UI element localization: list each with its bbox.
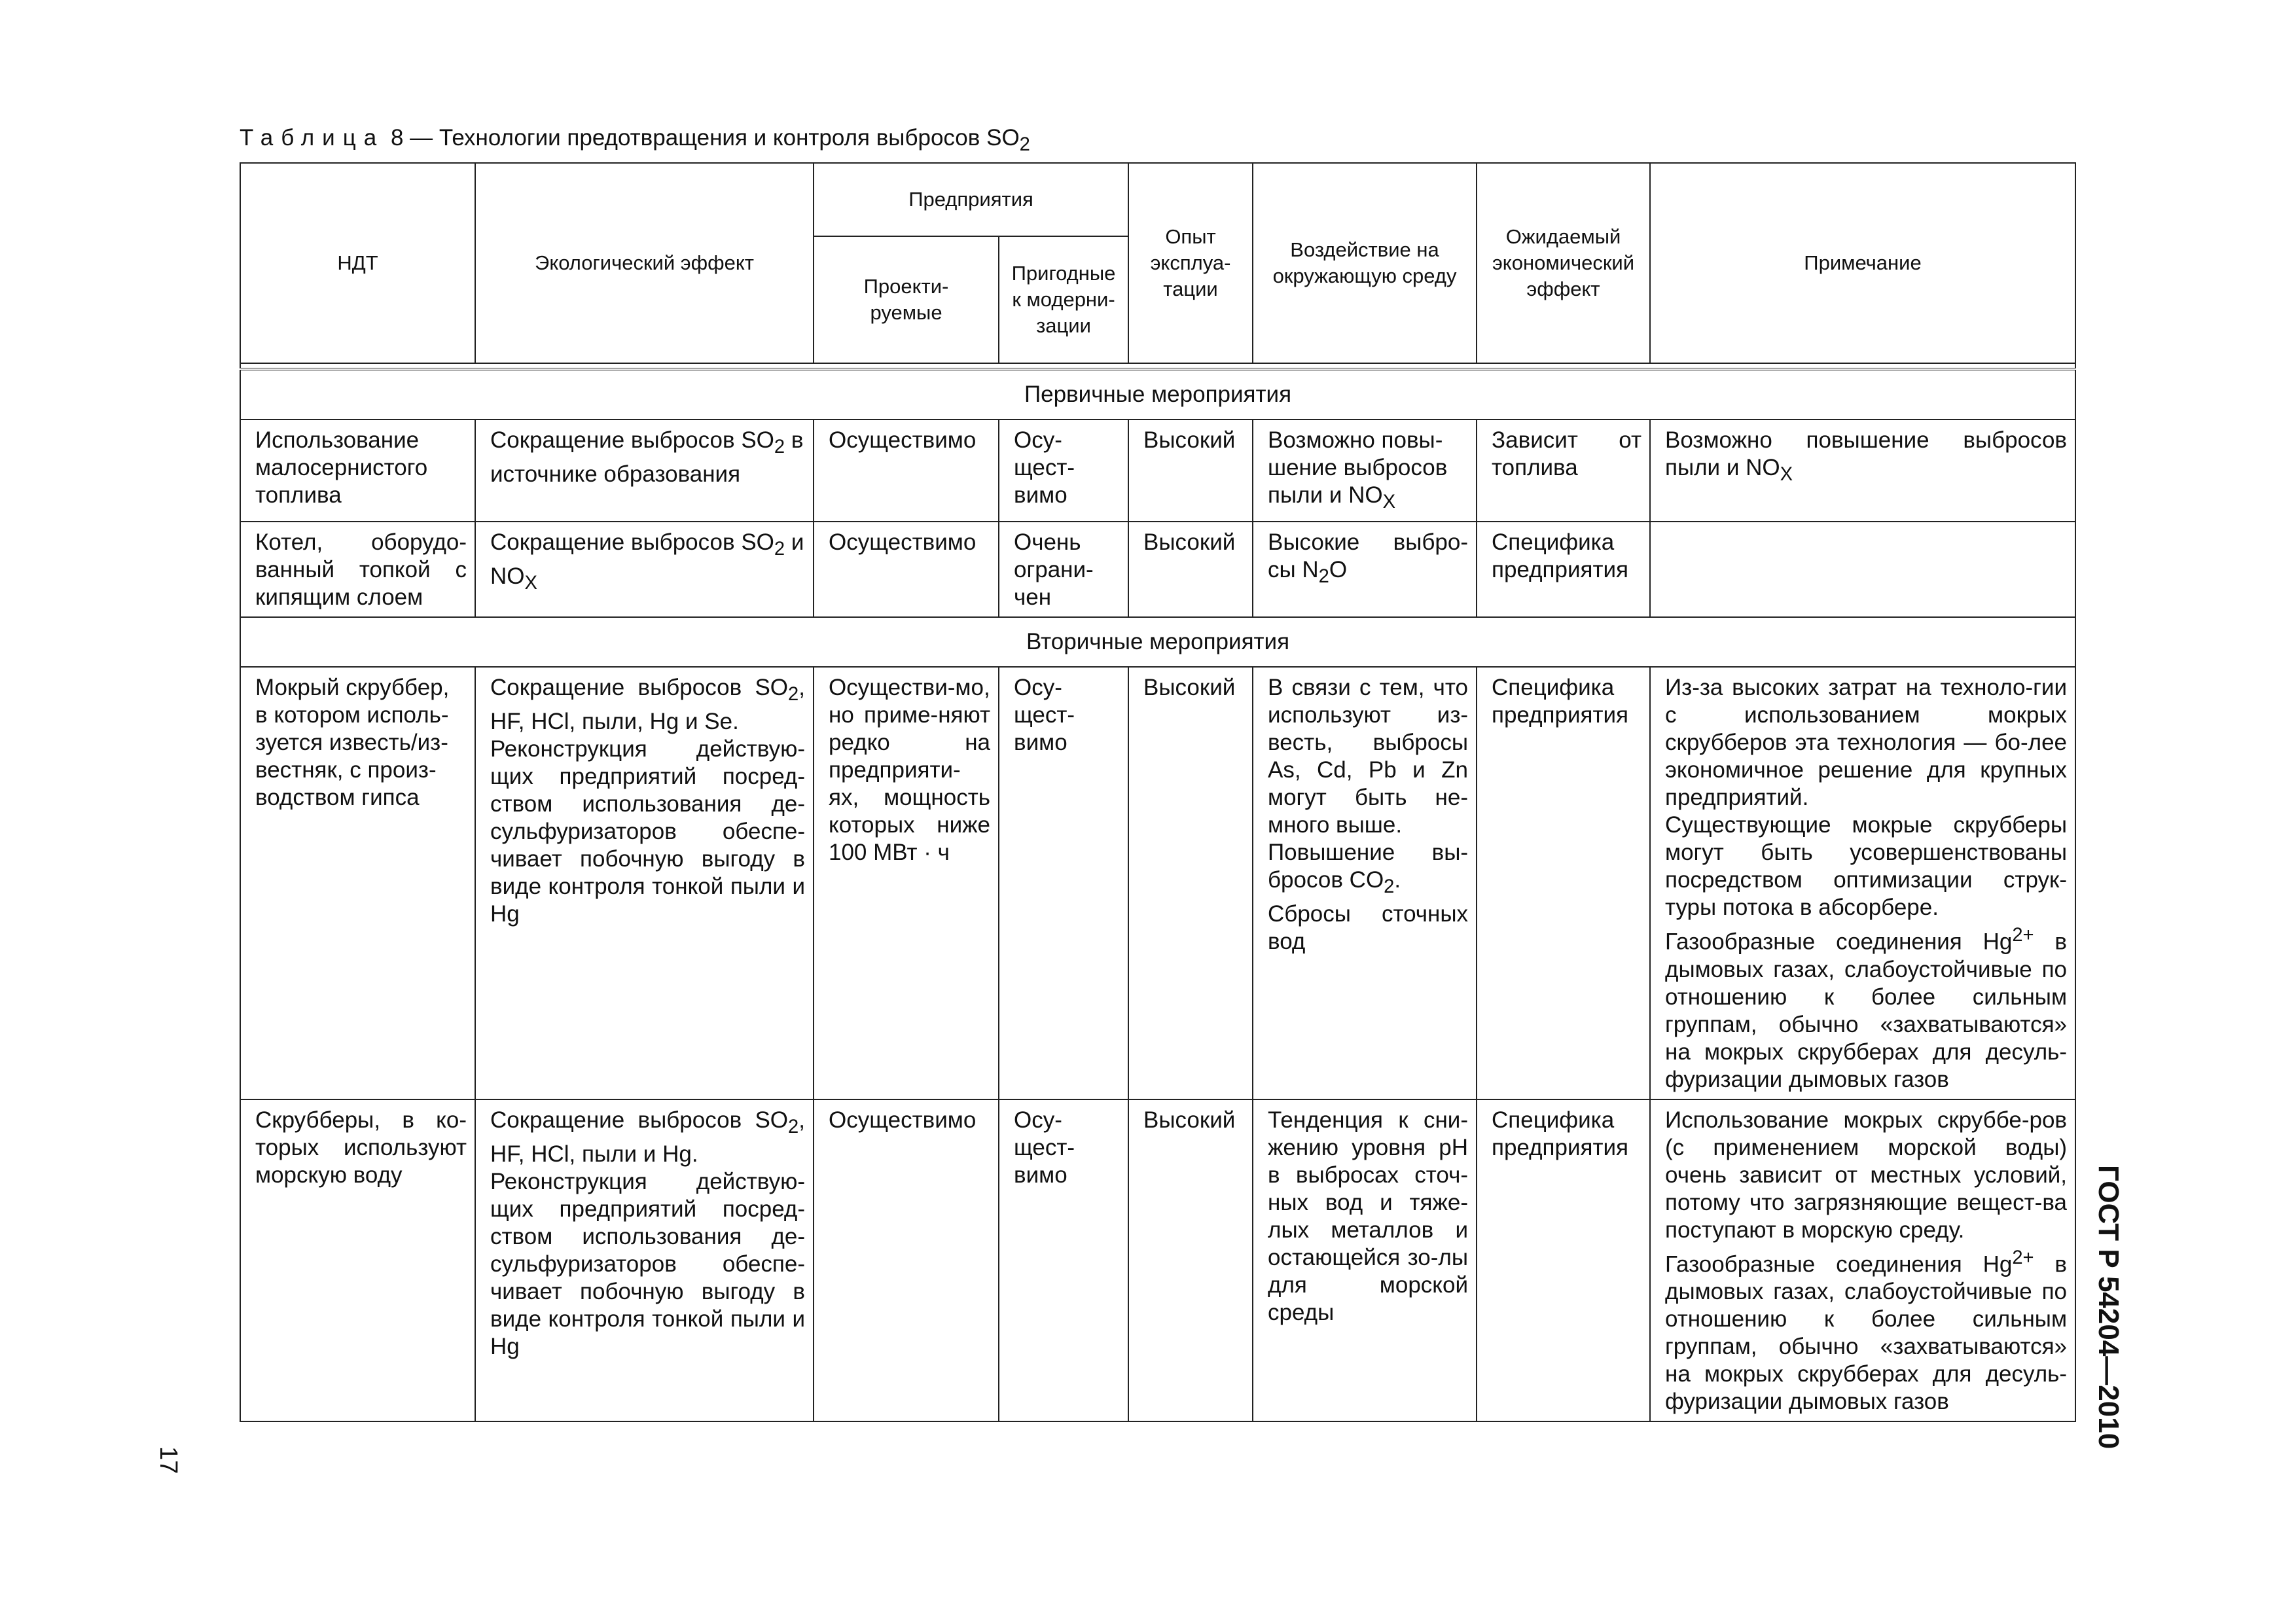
cell-eco-effect: Сокращение выбросов $SO_2$ и $NO_X$ xyxy=(475,522,814,617)
cell-ndt: Мокрый скруббер, в котором исполь-зуется известь/из-вестняк, с произ-водством гипса xyxy=(240,667,475,1099)
section-primary: Первичные мероприятия xyxy=(240,369,2075,419)
header-designed: Проекти- руемые xyxy=(814,236,999,363)
cell-designed: Осуществимо xyxy=(814,522,999,617)
caption-title: Технологии предотвращения и контроля выбросов SO xyxy=(439,125,1020,151)
cell-experience: Высокий xyxy=(1128,1099,1253,1422)
cell-modernizable: Осу- щест- вимо xyxy=(999,667,1128,1099)
caption-dash: — xyxy=(410,125,433,151)
table-row xyxy=(240,667,2075,1099)
cell-experience: Высокий xyxy=(1128,667,1253,1099)
table-row xyxy=(240,1099,2075,1422)
cell-modernizable: Осу- щест- вимо xyxy=(999,419,1128,522)
section-row-secondary xyxy=(240,617,2075,667)
section-secondary: Вторичные мероприятия xyxy=(240,617,2075,667)
header-note: Примечание xyxy=(1650,163,2075,363)
header-separator xyxy=(240,363,2075,369)
cell-experience: Высокий xyxy=(1128,419,1253,522)
header-enterprises: Предприятия xyxy=(814,163,1128,236)
cell-eco-effect: Сокращение выбросов $SO_2$, HF, HCl, пыли, Hg и Se. Реконструкция действую-щих предприятий посред-ством использования де-сульфуризаторов обеспе-чивает побочную выгоду в виде контроля тонкой пыли и Hg xyxy=(475,667,814,1099)
cell-ndt: Котел, оборудо-ванный топкой с кипящим слоем xyxy=(240,522,475,617)
header-ndt: НДТ xyxy=(240,163,475,363)
header-eco-effect: Экологический эффект xyxy=(475,163,814,363)
caption-label: Таблица xyxy=(240,125,385,151)
standard-designation: ГОСТ Р 54204—2010 xyxy=(2092,1165,2125,1450)
so2-technologies-table xyxy=(240,162,2076,1422)
cell-designed: Осуществи-мо, но приме-няют редко на предприяти-ях, мощность которых ниже 100 МВт · ч xyxy=(814,667,999,1099)
page-number: 17 xyxy=(154,1446,182,1474)
header-experience: Опыт эксплуа- тации xyxy=(1128,163,1253,363)
header-economic: Ожидаемый экономический эффект xyxy=(1477,163,1650,363)
cell-note: Использование мокрых скруббе-ров (с применением морской воды) очень зависит от местных условий, потому что загрязняющие вещест-ва поступают в морскую среду. Газообразные соединения $Hg^{2+}$ в дымовых газах, слабоустойчивые по отношению к более сильным группам, обычно «захватываются» на мокрых скрубберах для десуль-фуризации дымовых газов xyxy=(1650,1099,2075,1422)
cell-impact: В связи с тем, что используют из-весть, выбросы As, Cd, Pb и Zn могут быть не-много выше. Повышение вы-бросов $CO_2$. Сбросы сточных вод xyxy=(1253,667,1477,1099)
header-row-1 xyxy=(240,163,2075,236)
cell-note xyxy=(1650,522,2075,617)
cell-designed: Осуществимо xyxy=(814,419,999,522)
caption-number: 8 xyxy=(390,125,404,151)
cell-designed: Осуществимо xyxy=(814,1099,999,1422)
cell-economic: Специфика предприятия xyxy=(1477,667,1650,1099)
section-row-primary xyxy=(240,369,2075,419)
cell-impact: Высокие выбро-сы $N_2O$ xyxy=(1253,522,1477,617)
caption-title-subscript: 2 xyxy=(1019,134,1030,155)
cell-economic: Зависит от топлива xyxy=(1477,419,1650,522)
cell-eco-effect: Сокращение выбросов $SO_2$, HF, HCl, пыли и Hg. Реконструкция действую-щих предприятий посред-ством использования де-сульфуризаторов обеспе-чивает побочную выгоду в виде контроля тонкой пыли и Hg xyxy=(475,1099,814,1422)
cell-experience: Высокий xyxy=(1128,522,1253,617)
cell-impact: Возможно повы- шение выбросов пыли и $NO_X$ xyxy=(1253,419,1477,522)
cell-modernizable: Очень ограни- чен xyxy=(999,522,1128,617)
cell-economic: Специфика предприятия xyxy=(1477,522,1650,617)
cell-modernizable: Осу- щест- вимо xyxy=(999,1099,1128,1422)
cell-note: Из-за высоких затрат на техноло-гии с использованием мокрых скрубберов эта технология — бо-лее экономичное решение для крупных предприятий. Существующие мокрые скрубберы могут быть усовершенствованы посредством оптимизации струк-туры потока в абсорбере. Газообразные соединения $Hg^{2+}$ в дымовых газах, слабоустойчивые по отношению к более сильным группам, обычно «захватываются» на мокрых скрубберах для десуль-фуризации дымовых газов xyxy=(1650,667,2075,1099)
cell-economic: Специфика предприятия xyxy=(1477,1099,1650,1422)
table-caption xyxy=(240,124,1030,158)
cell-ndt: Скрубберы, в ко-торых используют морскую воду xyxy=(240,1099,475,1422)
header-modernizable: Пригодные к модерни- зации xyxy=(999,236,1128,363)
cell-ndt: Использование малосернистого топлива xyxy=(240,419,475,522)
cell-eco-effect: Сокращение выбросов $SO_2$ в источнике образования xyxy=(475,419,814,522)
table-row xyxy=(240,522,2075,617)
table-row xyxy=(240,419,2075,522)
header-impact: Воздействие на окружающую среду xyxy=(1253,163,1477,363)
cell-note: Возможно повышение выбросов пыли и $NO_X$ xyxy=(1650,419,2075,522)
cell-impact: Тенденция к сни-жению уровня рН в выбросах сточ-ных вод и тяже-лых металлов и остающейся зо-лы для морской среды xyxy=(1253,1099,1477,1422)
